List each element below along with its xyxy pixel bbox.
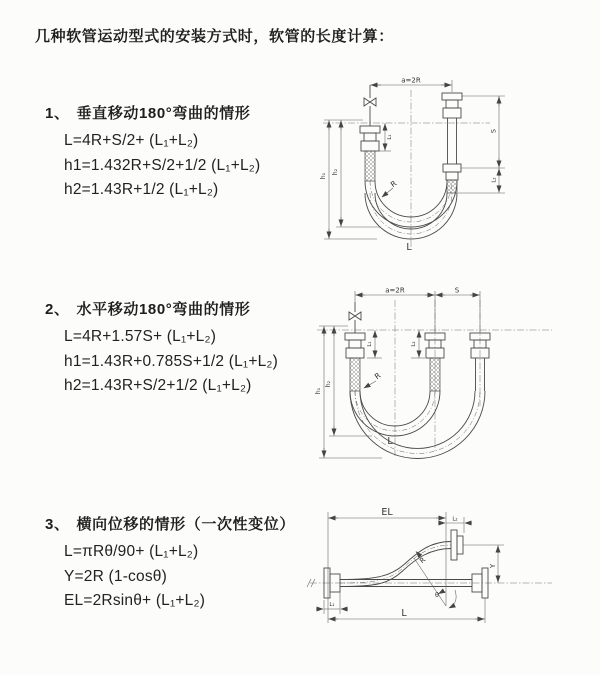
section-1-formulas: [64, 129, 260, 203]
d3-angle-label: θ: [435, 591, 439, 599]
d2-radius-label: R: [372, 370, 383, 382]
formula-h2: h2=1.43R+1/2 (L₁+L₂): [64, 181, 219, 198]
d3-centerlines: [307, 545, 552, 587]
d3-y-label: Y: [489, 563, 497, 569]
section-2-heading: [45, 301, 278, 318]
d2-left-pipe: [345, 302, 365, 391]
d1-right-pipe: [442, 93, 462, 193]
union-nut: [443, 108, 461, 118]
union-nut: [346, 348, 364, 358]
section-1-heading: [45, 105, 260, 122]
d1-dimensions: [324, 80, 505, 239]
section-3-formulas: [64, 540, 295, 614]
flange: [442, 93, 462, 100]
d1-l1-label: L₁: [387, 134, 393, 140]
d1-length-label: L: [406, 242, 412, 253]
d3-length-label: L: [401, 608, 407, 619]
formula-h2: h2=1.43R+S/2+1/2 (L₁+L₂): [64, 377, 252, 394]
valve-icon: [349, 312, 361, 320]
braided-hose: [430, 358, 440, 391]
d1-s-label: S: [489, 128, 498, 134]
hub: [446, 172, 458, 180]
d1-l2-label: L₂: [491, 177, 498, 183]
section-3-heading: [45, 516, 295, 533]
d2-dimensions: [319, 291, 480, 458]
d3-el-label: EL: [381, 507, 393, 518]
braided-hose: [365, 151, 375, 181]
formula-l: L=4R+S/2+ (L₁+L₂): [64, 132, 199, 149]
d2-l2-label: L₂: [411, 341, 417, 347]
flange: [451, 530, 457, 560]
section-1-title: 垂直移动180°弯曲的情形: [76, 105, 251, 122]
flange: [360, 126, 380, 133]
formula-l: L=πRθ/90+ (L₁+L₂): [64, 543, 199, 560]
formula-h1: h1=1.43R+0.785S+1/2 (L₁+L₂): [64, 352, 278, 370]
section-3-number: 3、: [45, 516, 70, 533]
d1-centerlines: [323, 90, 490, 248]
braided-hose: [350, 358, 360, 391]
d3-radius-label: R: [418, 555, 428, 566]
section-horizontal-movement: [45, 301, 278, 399]
formula-l: L=4R+1.57S+ (L₁+L₂): [64, 328, 217, 345]
d2-s-label: S: [454, 286, 460, 295]
section-1-number: 1、: [45, 105, 70, 122]
d1-radius-label: R: [388, 178, 399, 190]
section-vertical-movement: [45, 105, 260, 203]
formula-el: EL=2Rsinθ+ (L₁+L₂): [64, 592, 206, 609]
d1-h1-label: h₁: [320, 172, 327, 180]
d2-h2-label: h₂: [325, 380, 332, 388]
braided-hose: [447, 180, 457, 193]
formula-y: Y=2R (1-cosθ): [64, 567, 167, 585]
d2-l1-label: L₁: [367, 341, 373, 347]
d2-width-label: a=2R: [385, 286, 405, 295]
valve-icon: [364, 98, 376, 106]
union-nut: [443, 164, 461, 172]
d3-l1-label: L₁: [329, 602, 335, 608]
d3-curved-hose: [340, 530, 463, 587]
section-2-number: 2、: [45, 301, 70, 318]
d2-hose-arcs: [350, 391, 485, 459]
hub: [446, 100, 458, 108]
diagram-horizontal-180-bend: [312, 286, 597, 461]
d3-dimensions: [316, 512, 504, 623]
section-3-title: 横向位移的情形（一次性变位）: [76, 516, 295, 533]
union-nut: [361, 141, 379, 151]
diagram-lateral-displacement: [302, 503, 600, 638]
hub: [349, 340, 361, 348]
flange: [457, 536, 463, 554]
d2-h1-label: h₁: [315, 387, 322, 395]
hub: [364, 133, 376, 141]
d1-h2-label: h₂: [332, 168, 339, 176]
flange: [345, 333, 365, 340]
d1-width-label: a=2R: [401, 76, 421, 85]
formula-h1: h1=1.432R+S/2+1/2 (L₁+L₂): [64, 156, 261, 174]
section-2-title: 水平移动180°弯曲的情形: [76, 301, 251, 318]
d3-l2-label: L₂: [452, 516, 458, 523]
section-lateral-displacement: [45, 516, 295, 614]
d1-left-pipe: [360, 85, 380, 181]
page-title: 几种软管运动型式的安装方式时，软管的长度计算：: [35, 28, 394, 45]
diagram-vertical-180-bend: [315, 76, 590, 256]
d2-length-label: L: [387, 436, 393, 447]
section-2-formulas: [64, 325, 278, 399]
